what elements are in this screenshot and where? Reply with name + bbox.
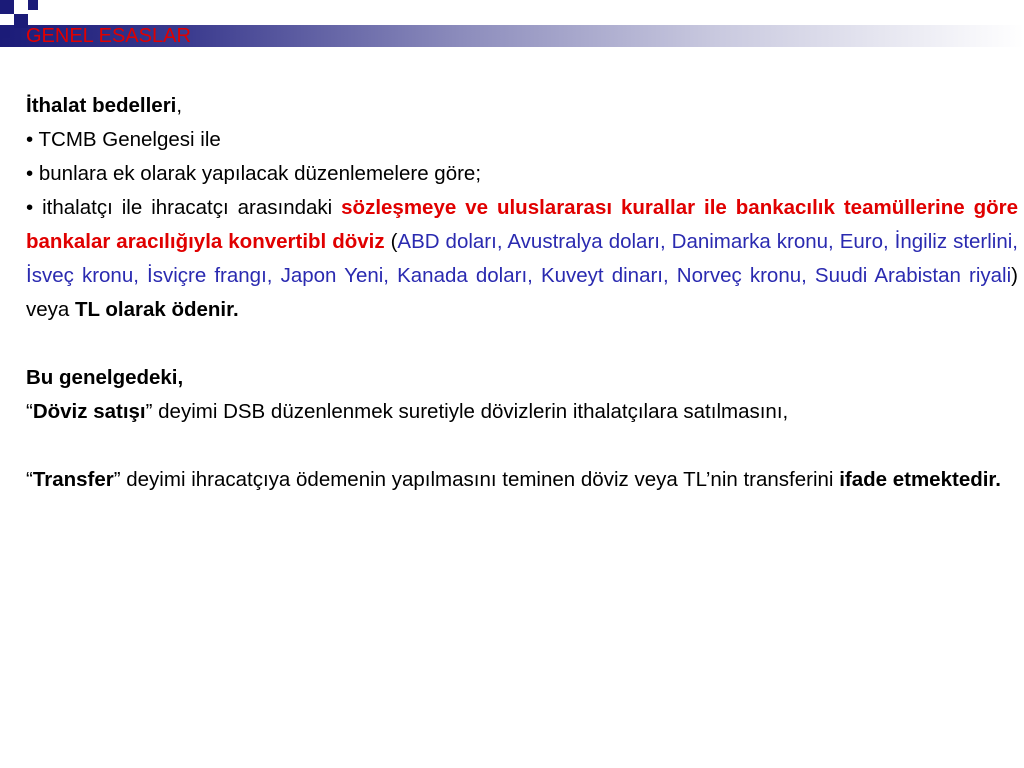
- bullet-odeme: [26, 191, 1018, 327]
- transfer-end: ifade etmektedir.: [839, 468, 1001, 491]
- spacer: [26, 429, 1018, 463]
- bullet-odeme-emphasis: sözleşmeye ve uluslararası kurallar ile bankacılık teamüllerine göre bankalar aracılığıyla konvertibl döviz: [26, 196, 1019, 253]
- header-square-decoration: [28, 0, 38, 10]
- bullet-duzenlemeler: • bunlara ek olarak yapılacak düzenlemelere göre;: [26, 162, 482, 185]
- transfer-quote-open: “: [26, 468, 33, 491]
- slide-content: [26, 89, 1018, 497]
- header-square-decoration: [0, 28, 10, 38]
- bullet-odeme-end: TL olarak ödenir.: [75, 298, 239, 321]
- paren-close: ) veya: [26, 264, 1018, 321]
- definition-doviz-satisi: [26, 395, 1018, 429]
- definition-transfer: [26, 463, 1018, 497]
- doviz-quote-open: “: [26, 400, 33, 423]
- heading-ithalat-bold: İthalat bedelleri: [26, 94, 177, 117]
- heading-genelge: [26, 361, 1018, 395]
- doviz-term: Döviz satışı: [32, 400, 146, 423]
- currency-list: ABD doları, Avustralya doları, Danimarka kronu, Euro, İngiliz sterlini, İsveç kronu, İsviçre frangı, Japon Yeni, Kanada doları, Kuveyt dinarı, Norveç kronu, Suudi Arabistan riyali: [26, 230, 1018, 287]
- bullet-odeme-start: • ithalatçı ile ihracatçı arasındaki: [26, 196, 342, 219]
- transfer-definition: ” deyimi ihracatçıya ödemenin yapılmasını teminen döviz veya TL’nin transferini: [113, 468, 840, 491]
- heading-ithalat-tail: ,: [176, 94, 183, 117]
- heading-genelge-bold: Bu genelgedeki,: [26, 366, 184, 389]
- header-square-decoration: [0, 0, 14, 14]
- spacer: [26, 327, 1018, 361]
- bullet-tcmb: • TCMB Genelgesi ile: [26, 128, 221, 151]
- transfer-term: Transfer: [32, 468, 114, 491]
- slide-title: GENEL ESASLAR: [26, 25, 191, 47]
- doviz-definition: ” deyimi DSB düzenlenmek suretiyle dövizlerin ithalatçılara satılmasını,: [145, 400, 789, 423]
- heading-ithalat: [26, 89, 1018, 123]
- paren-open: (: [384, 230, 398, 253]
